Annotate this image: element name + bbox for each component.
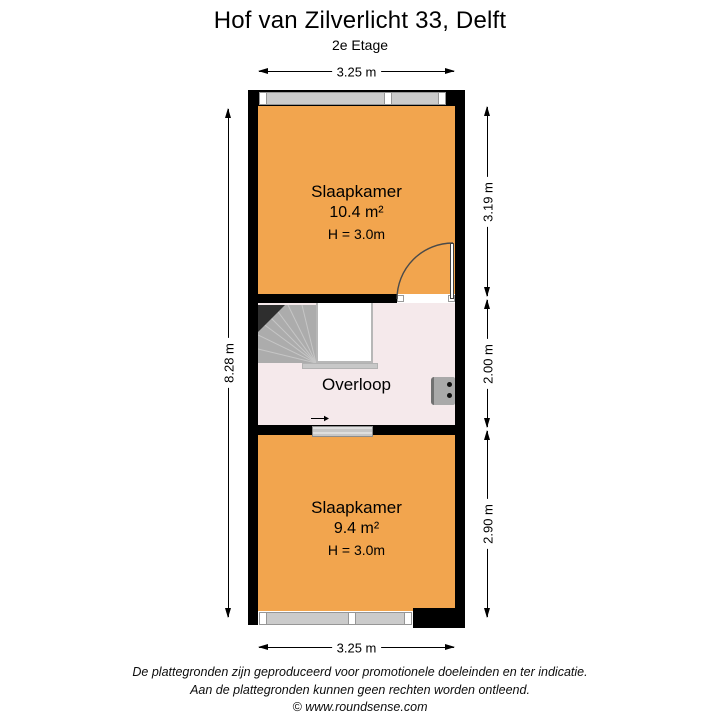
dimension-left — [221, 108, 237, 618]
room-ceiling-height: H = 3.0m — [327, 542, 386, 558]
footer — [0, 664, 720, 717]
dimension-label: 8.28 m — [221, 338, 236, 388]
window-mullion-icon — [438, 92, 446, 105]
bedroom-top-label — [258, 181, 455, 244]
window-mullion-icon — [348, 612, 356, 625]
arrowhead-icon — [484, 608, 490, 618]
room-name: Slaapkamer — [311, 182, 402, 201]
room-name: Overloop — [322, 375, 391, 394]
dimension-label: 3.19 m — [480, 177, 495, 227]
arrowhead-icon — [484, 106, 490, 116]
direction-arrow-icon — [310, 414, 330, 423]
disclaimer-line-1: De plattegronden zijn geproduceerd voor promotionele doeleinden en ter indicatie. — [132, 665, 588, 679]
arrowhead-icon — [484, 299, 490, 309]
window-mullion-icon — [384, 92, 392, 105]
window-top — [259, 92, 446, 105]
arrowhead-icon — [225, 608, 231, 618]
window-mullion-icon — [404, 612, 412, 625]
dimension-right-bottom — [480, 430, 496, 618]
passage-opening — [312, 426, 373, 437]
door-swing-arc-icon — [395, 241, 454, 300]
room-area: 10.4 m² — [329, 204, 384, 221]
door-leaf-icon — [450, 243, 454, 299]
dimension-right-top — [480, 106, 496, 297]
page-title: Hof van Zilverlicht 33, Delft — [213, 7, 507, 34]
arrowhead-icon — [225, 108, 231, 118]
stair-step — [302, 363, 378, 369]
stairs-winder-icon — [258, 305, 316, 363]
landing-label — [258, 375, 455, 395]
dimension-bottom — [258, 640, 455, 656]
window-mullion-icon — [259, 92, 267, 105]
arrowhead-icon — [484, 430, 490, 440]
copyright: © www.roundsense.com — [292, 700, 428, 714]
disclaimer-line-2: Aan de plattegronden kunnen geen rechten worden ontleend. — [190, 682, 530, 697]
room-ceiling-height: H = 3.0m — [327, 226, 386, 242]
wall-right — [455, 90, 465, 628]
window-bottom — [259, 612, 412, 625]
arrowhead-icon — [258, 68, 268, 74]
dimension-label: 2.00 m — [480, 339, 495, 389]
window-mullion-icon — [259, 612, 267, 625]
dimension-label: 3.25 m — [332, 640, 382, 655]
page-subtitle: 2e Etage — [331, 37, 389, 53]
dimension-top — [258, 64, 455, 80]
arrowhead-icon — [484, 287, 490, 297]
room-name: Slaapkamer — [311, 498, 402, 517]
wall-chimney-block — [413, 608, 465, 628]
arrowhead-icon — [445, 644, 455, 650]
staircase — [258, 305, 316, 363]
room-area: 9.4 m² — [333, 520, 380, 537]
dimension-right-middle — [480, 299, 496, 428]
dimension-label: 2.90 m — [480, 499, 495, 549]
arrowhead-icon — [484, 418, 490, 428]
wall-left — [248, 90, 258, 625]
stairwell-void — [316, 303, 373, 363]
bedroom-bottom-label — [258, 497, 455, 560]
arrowhead-icon — [445, 68, 455, 74]
dimension-label: 3.25 m — [332, 64, 382, 79]
arrowhead-icon — [258, 644, 268, 650]
